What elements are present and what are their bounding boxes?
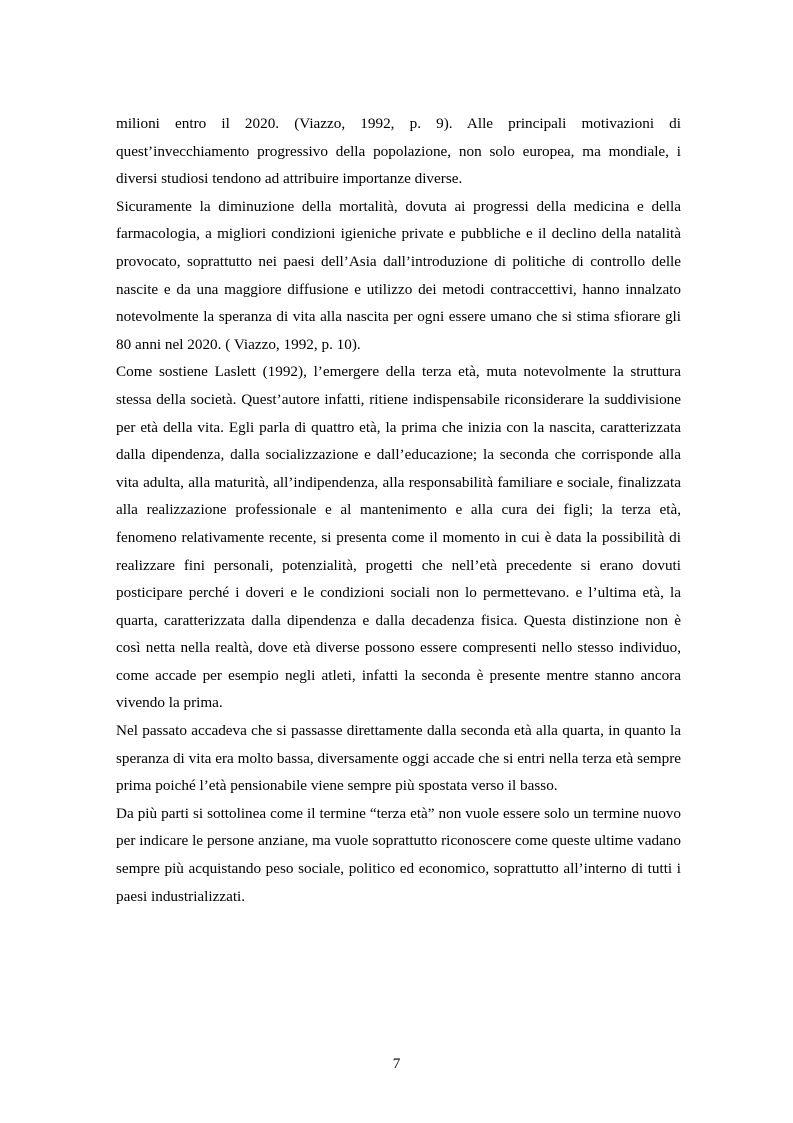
paragraph-4: Nel passato accadeva che si passasse direttamente dalla seconda età alla quarta, in quanto la speranza di vita era molto bassa, diversamente oggi accade che si entri nella terza età sempre prima poiché l’età pensionabile viene sempre più spostata verso il basso. [116,722,681,795]
paragraph-1: milioni entro il 2020. (Viazzo, 1992, p. 9). Alle principali motivazioni di quest’invecchiamento progressivo della popolazione, non solo europea, ma mondiale, i diversi studiosi tendono ad attribuire importanze diverse. [116,115,681,188]
paragraph-2: Sicuramente la diminuzione della mortalità, dovuta ai progressi della medicina e della farmacologia, a migliori condizioni igieniche private e pubbliche e il declino della natalità provocato, soprattutto nei paesi dell’Asia dall’introduzione di politiche di controllo delle nascite e da una maggiore diffusione e utilizzo dei metodi contraccettivi, hanno innalzato notevolmente la speranza di vita alla nascita per ogni essere umano che si stima sfiorare gli 80 anni nel 2020. ( Viazzo, 1992, p. 10). [116,197,681,353]
body-text [116,110,681,910]
page-number: 7 [392,1055,401,1072]
paragraph-5: Da più parti si sottolinea come il termine “terza età” non vuole essere solo un termine nuovo per indicare le persone anziane, ma vuole soprattutto riconoscere come queste ultime vadano sempre più acquistando peso sociale, politico ed economico, soprattutto all’interno di tutti i paesi industrializzati. [116,804,681,905]
paragraph-3: Come sostiene Laslett (1992), l’emergere della terza età, muta notevolmente la struttura stessa della società. Quest’autore infatti, ritiene indispensabile riconsiderare la suddivisione per età della vita. Egli parla di quattro età, la prima che inizia con la nascita, caratterizzata dalla dipendenza, dalla socializzazione e dall’educazione; la seconda che corrisponde alla vita adulta, alla maturità, all’indipendenza, alla responsabilità familiare e sociale, finalizzata alla realizzazione professionale e al mantenimento e alla cura dei figli; la terza età, fenomeno relativamente recente, si presenta come il momento in cui è data la possibilità di realizzare fini personali, potenzialità, progetti che nell’età precedente si erano dovuti posticipare perché i doveri e le condizioni sociali non lo permettevano. e l’ultima età, la quarta, caratterizzata dalla dipendenza e dalla decadenza fisica. Questa distinzione non è così netta nella realtà, dove età diverse possono essere compresenti nello stesso individuo, come accade per esempio negli atleti, infatti la seconda è presente mentre stanno ancora vivendo la prima. [116,363,681,712]
